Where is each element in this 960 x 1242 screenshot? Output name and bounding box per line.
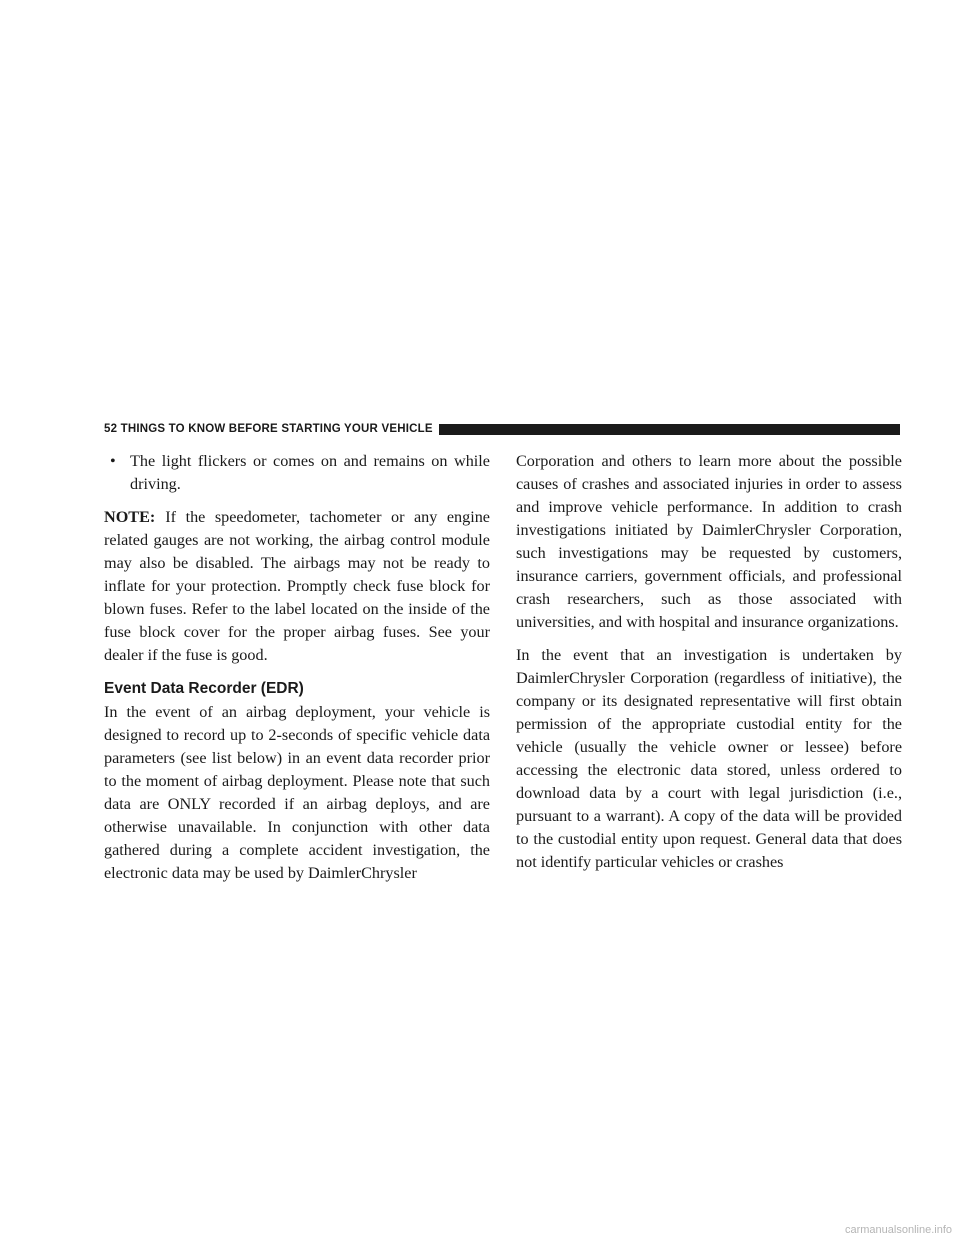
bullet-text: The light flickers or comes on and remains on while driving.	[130, 452, 490, 493]
section-title: THINGS TO KNOW BEFORE STARTING YOUR VEHICLE	[120, 423, 433, 435]
note-label: NOTE:	[104, 508, 156, 526]
investigation-paragraph: Corporation and others to learn more about the possible causes of crashes and associated injuries in order to assess and improve vehicle performance. In addition to crash investigations initiated by DaimlerChrysler Corporation, such investigations may be requested by customers, insurance carriers, government officials, and professional crash researchers, such as those associated with universities, and with hospital and insurance organizations.	[516, 452, 902, 631]
permission-paragraph: In the event that an investigation is undertaken by DaimlerChrysler Corporation (regardless of initiative), the company or its designated representative will first obtain permission of the appropriate custodial entity for the vehicle (usually the vehicle owner or lessee) before accessing the electronic data stored, unless ordered to download data by a court with legal jurisdiction (i.e., pursuant to a warrant). A copy of the data will be provided to the custodial entity upon request. General data that does not identify particular vehicles or crashes	[516, 646, 902, 871]
page-number: 52	[104, 423, 118, 435]
left-column	[104, 450, 490, 895]
note-text: If the speedometer, tachometer or any engine related gauges are not working, the airbag control module may also be disabled. The airbags may not be ready to inflate for your protection. Promptly check fuse block for blown fuses. Refer to the label located on the inside of the fuse block cover for the proper airbag fuses. See your dealer if the fuse is good.	[104, 508, 490, 664]
bullet-item	[104, 450, 490, 496]
watermark-text: carmanualsonline.info	[844, 1224, 952, 1236]
header-rule	[439, 424, 900, 435]
bullet-mark: •	[110, 452, 116, 470]
section-heading: Event Data Recorder (EDR)	[104, 680, 304, 697]
note-paragraph	[104, 506, 490, 667]
header-text	[104, 423, 433, 435]
right-column	[516, 450, 902, 884]
page-header	[104, 420, 900, 438]
edr-paragraph: In the event of an airbag deployment, your vehicle is designed to record up to 2-seconds of specific vehicle data parameters (see list below) in an event data recorder prior to the moment of airbag deployment. Please note that such data are ONLY recorded if an airbag deploys, and are otherwise unavailable. In conjunction with other data gathered during a complete accident investigation, the electronic data may be used by DaimlerChrysler	[104, 703, 490, 882]
